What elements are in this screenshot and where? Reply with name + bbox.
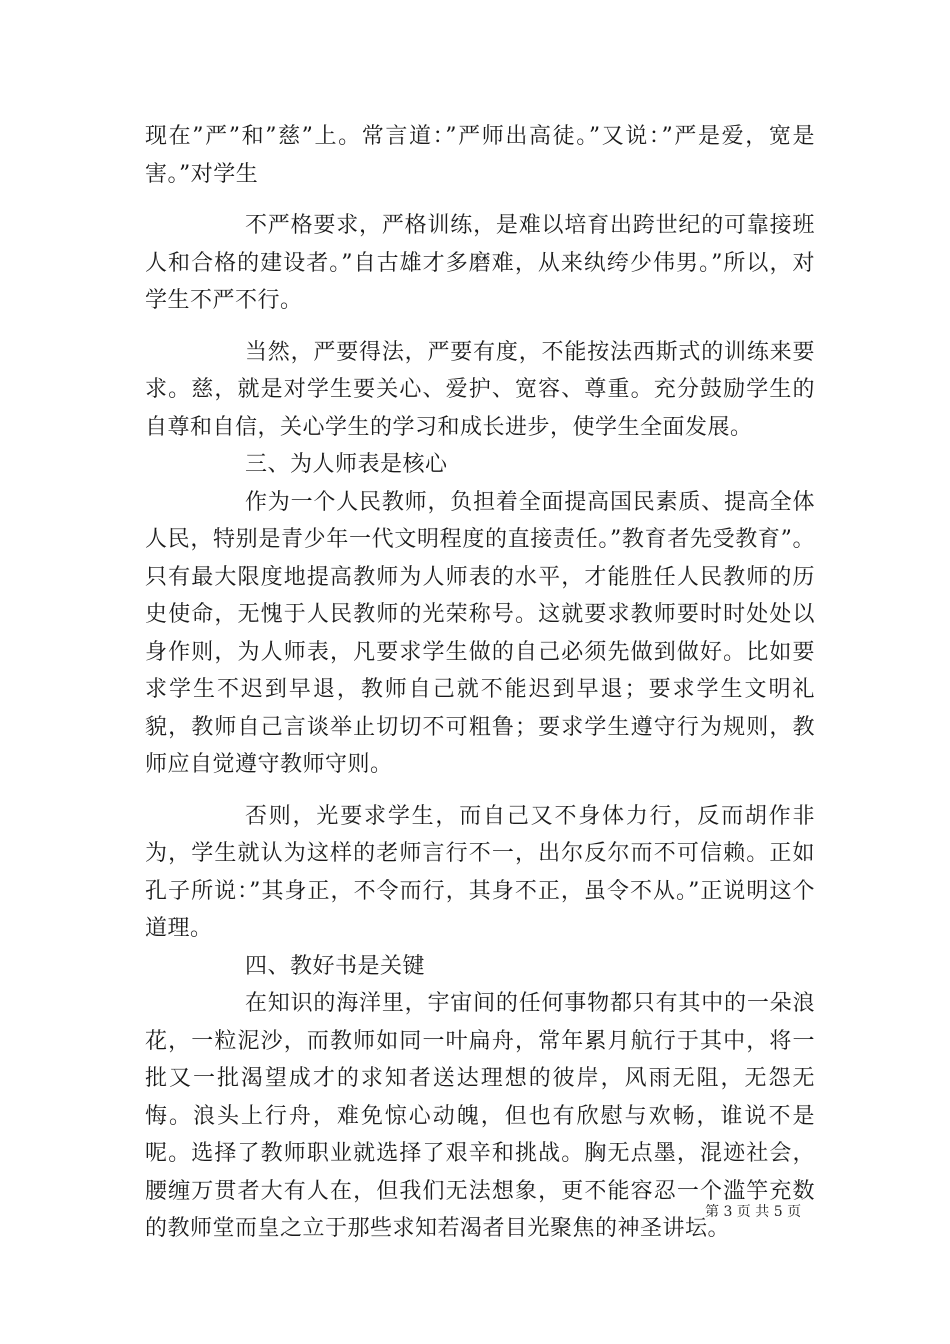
paragraph-3: 当然，严要得法，严要有度，不能按法西斯式的训练来要求。慈，就是对学生要关心、爱护、宽容、尊重。充分鼓励学生的自尊和自信，关心学生的学习和成长进步，使学生全面发展。 [145,339,815,440]
section-heading-4: 四、教好书是关键 [245,953,426,979]
page-number-footer: 第 3 页 共 5 页 [705,1204,802,1220]
paragraph-4: 作为一个人民教师，负担着全面提高国民素质、提高全体人民，特别是青少年一代文明程度的直接责任。”教育者先受教育”。只有最大限度地提高教师为人师表的水平，才能胜任人民教师的历史使命，无愧于人民教师的光荣称号。这就要求教师要时时处处以身作则，为人师表，凡要求学生做的自己必须先做到做好。比如要求学生不迟到早退，教师自己就不能迟到早退；要求学生文明礼貌，教师自己言谈举止切切不可粗鲁；要求学生遵守行为规则，教师应自觉遵守教师守则。 [145,489,815,777]
document-body [145,118,815,1248]
paragraph-2: 不严格要求，严格训练，是难以培育出跨世纪的可靠接班人和合格的建设者。”自古雄才多磨难，从来纨绔少伟男。”所以，对学生不严不行。 [145,213,815,313]
section-heading-3: 三、为人师表是核心 [245,452,448,477]
paragraph-6: 在知识的海洋里，宇宙间的任何事物都只有其中的一朵浪花，一粒泥沙，而教师如同一叶扁舟，常年累月航行于其中，将一批又一批渴望成才的求知者送达理想的彼岸，风雨无阻，无怨无悔。浪头上行舟，难免惊心动魄，但也有欣慰与欢畅，谁说不是呢。选择了教师职业就选择了艰辛和挑战。胸无点墨，混迹社会，腰缠万贯者大有人在，但我们无法想象，更不能容忍一个滥竽充数的教师堂而皇之立于那些求知若渴者目光聚焦的神圣讲坛。 [145,991,815,1241]
paragraph-5: 否则，光要求学生，而自己又不身体力行，反而胡作非为，学生就认为这样的老师言行不一，出尔反尔而不可信赖。正如孔子所说：”其身正，不令而行，其身不正，虽令不从。”正说明这个道理。 [145,803,815,941]
paragraph-1: 现在”严”和”慈”上。常言道：”严师出高徒。”又说：”严是爱，宽是害。”对学生 [145,124,815,187]
